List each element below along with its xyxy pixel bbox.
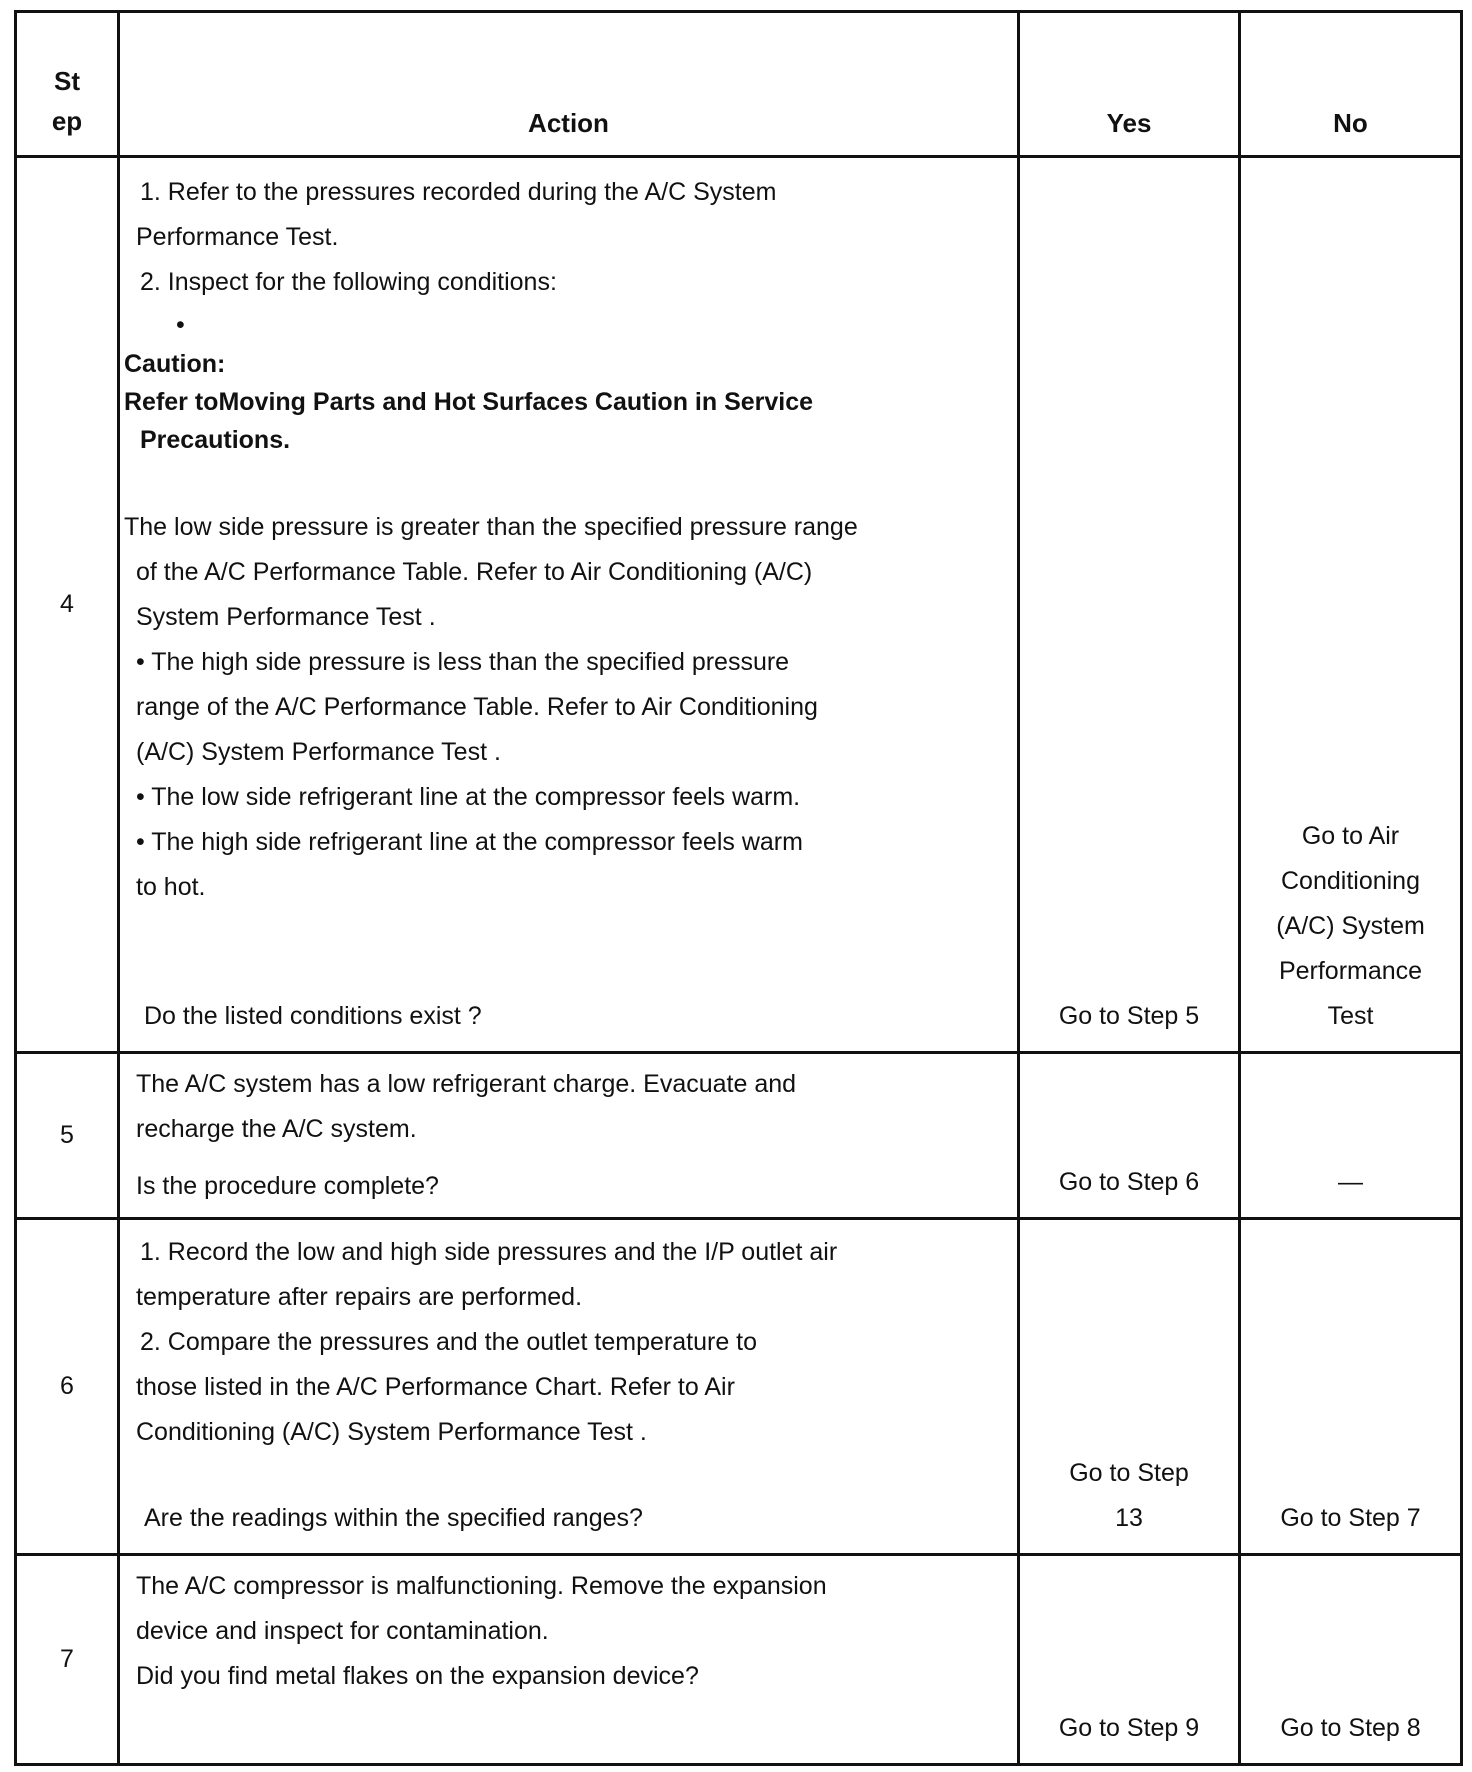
no-cell-line: Conditioning [1281, 867, 1420, 895]
condition-line: of the A/C Performance Table. Refer to Air Conditioning (A/C) [136, 558, 813, 586]
yes-cell: Go to Step 5 [1019, 157, 1240, 1053]
step-number: 4 [16, 157, 119, 1053]
no-cell-line: (A/C) System [1276, 912, 1425, 940]
no-cell-line: Performance [1278, 957, 1423, 985]
yes-cell [1019, 1219, 1240, 1555]
no-cell: — [1240, 1053, 1462, 1219]
step-question: Did you find metal flakes on the expansion device? [136, 1662, 699, 1690]
condition-line: • The high side refrigerant line at the compressor feels warm [136, 828, 803, 856]
condition-line: System Performance Test . [136, 603, 436, 631]
yes-column-header: Yes [1019, 12, 1240, 157]
no-cell-line: Go to Air [1301, 822, 1400, 850]
action-line: Conditioning (A/C) System Performance Test . [136, 1418, 647, 1446]
action-column-header: Action [119, 12, 1019, 157]
table-row-step-5 [16, 1053, 1462, 1219]
caution-text: Refer toMoving Parts and Hot Surfaces Caution in Service [124, 388, 814, 416]
table-header-row [16, 12, 1462, 157]
bullet-marker: • [176, 311, 185, 339]
step-question: Is the procedure complete? [136, 1172, 439, 1200]
no-cell: Go to Step 8 [1240, 1555, 1462, 1765]
condition-line: The low side pressure is greater than the specified pressure range [124, 513, 858, 541]
step-number: 7 [16, 1555, 119, 1765]
action-line: The A/C compressor is malfunctioning. Remove the expansion [136, 1572, 827, 1600]
step-number: 5 [16, 1053, 119, 1219]
action-line: temperature after repairs are performed. [136, 1283, 583, 1311]
no-column-header: No [1240, 12, 1462, 157]
action-cell [119, 1219, 1019, 1555]
step-column-header [16, 12, 119, 157]
no-cell [1240, 157, 1462, 1053]
action-line: The A/C system has a low refrigerant charge. Evacuate and [136, 1070, 797, 1098]
action-line: those listed in the A/C Performance Chart. Refer to Air [136, 1373, 735, 1401]
action-cell [119, 1053, 1019, 1219]
action-line: recharge the A/C system. [136, 1115, 417, 1143]
caution-text: Precautions. [140, 426, 291, 454]
step-header-line-1: St [54, 66, 80, 96]
table-row-step-7 [16, 1555, 1462, 1765]
yes-cell-line: Go to Step [1069, 1459, 1189, 1487]
step-number: 6 [16, 1219, 119, 1555]
action-cell [119, 157, 1019, 1053]
yes-cell: Go to Step 6 [1019, 1053, 1240, 1219]
table-row-step-4 [16, 157, 1462, 1053]
no-cell-line: Test [1327, 1002, 1374, 1030]
no-cell: Go to Step 7 [1240, 1219, 1462, 1555]
action-line: 1. Record the low and high side pressures and the I/P outlet air [140, 1238, 838, 1266]
step-question: Are the readings within the specified ranges? [144, 1504, 643, 1532]
step-header-line-2: ep [51, 106, 83, 136]
condition-line: • The low side refrigerant line at the compressor feels warm. [136, 783, 801, 811]
yes-cell-line: 13 [1115, 1504, 1143, 1532]
action-line: device and inspect for contamination. [136, 1617, 549, 1645]
table-row-step-6 [16, 1219, 1462, 1555]
caution-label: Caution: [124, 350, 226, 378]
action-line: 2. Inspect for the following conditions: [140, 268, 557, 296]
condition-line: • The high side pressure is less than the specified pressure [136, 648, 790, 676]
yes-cell: Go to Step 9 [1019, 1555, 1240, 1765]
action-cell [119, 1555, 1019, 1765]
diagnostic-table [14, 10, 1463, 1766]
action-line: 1. Refer to the pressures recorded during the A/C System [140, 178, 777, 206]
condition-line: range of the A/C Performance Table. Refer to Air Conditioning [136, 693, 818, 721]
action-line: Performance Test. [136, 223, 339, 251]
condition-line: (A/C) System Performance Test . [136, 738, 501, 766]
action-line: 2. Compare the pressures and the outlet temperature to [140, 1328, 758, 1356]
condition-line: to hot. [136, 873, 206, 901]
step-question: Do the listed conditions exist ? [144, 1002, 482, 1030]
